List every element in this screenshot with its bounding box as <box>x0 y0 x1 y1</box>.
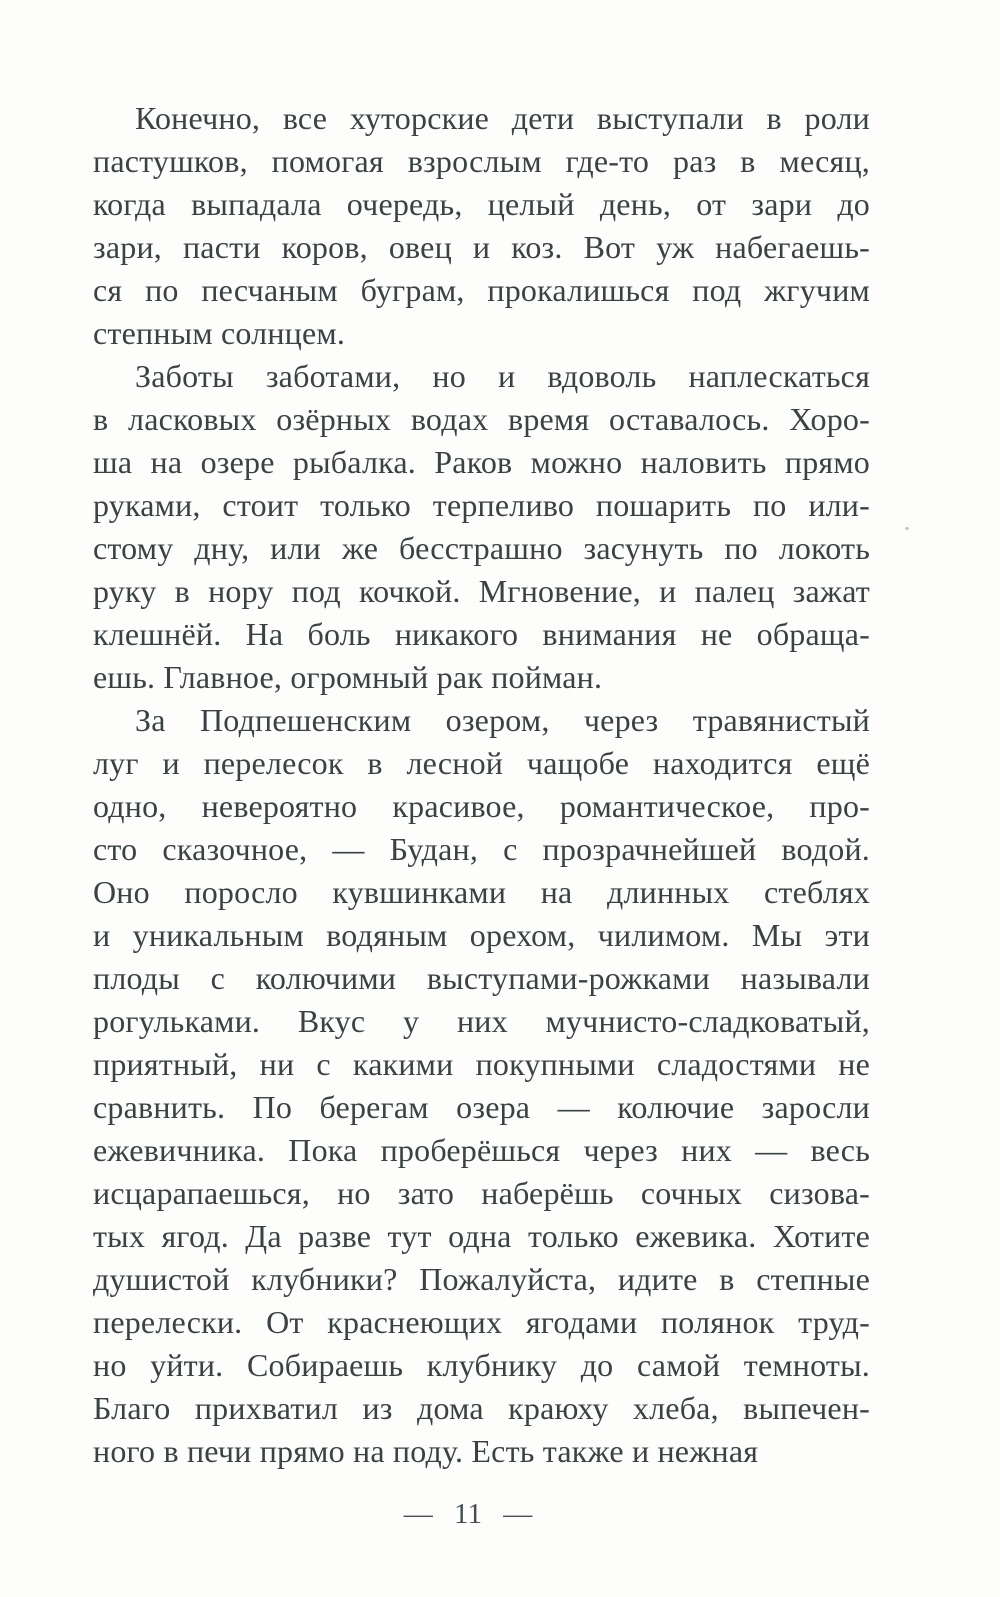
paragraph-1 <box>93 97 870 355</box>
text-line: плоды с колючими выступами-рожками называли <box>93 960 870 996</box>
text-line: сравнить. По берегам озера — колючие заросли <box>93 1089 870 1125</box>
text-line: тых ягод. Да разве тут одна только ежевика. Хотите <box>93 1218 870 1254</box>
text-line: перелески. От краснеющих ягодами полянок труд- <box>93 1304 870 1340</box>
page-number: — 11 — <box>403 1498 533 1530</box>
text-line: руку в нору под кочкой. Мгновение, и палец зажат <box>93 573 870 609</box>
text-line: ежевичника. Пока проберёшься через них — весь <box>93 1132 870 1168</box>
text-line: Конечно, все хуторские дети выступали в роли <box>135 100 870 136</box>
scan-speck-artifact <box>905 527 909 530</box>
text-line: руками, стоит только терпеливо пошарить по или- <box>93 487 870 523</box>
text-line: клешнёй. На боль никакого внимания не обраща- <box>93 616 870 652</box>
text-line: ешь. Главное, огромный рак пойман. <box>93 659 603 695</box>
text-line: ша на озере рыбалка. Раков можно наловить прямо <box>93 444 870 480</box>
text-line: одно, невероятно красивое, романтическое, про- <box>93 788 870 824</box>
text-line: стому дну, или же бесстрашно засунуть по локоть <box>93 530 870 566</box>
text-line: За Подпешенским озером, через травянистый <box>135 702 870 738</box>
text-line: зари, пасти коров, овец и коз. Вот уж набегаешь- <box>93 229 870 265</box>
text-line: ного в печи прямо на поду. Есть также и нежная <box>93 1433 759 1469</box>
text-line: пастушков, помогая взрослым где-то раз в месяц, <box>93 143 870 179</box>
text-line: сто сказочное, — Будан, с прозрачнейшей водой. <box>93 831 870 867</box>
text-line: Заботы заботами, но и вдоволь наплескаться <box>135 358 870 394</box>
text-line: в ласковых озёрных водах время оставалось. Хоро- <box>93 401 870 437</box>
text-block <box>93 97 870 1473</box>
text-line: Оно поросло кувшинками на длинных стеблях <box>93 874 870 910</box>
text-line: когда выпадала очередь, целый день, от зари до <box>93 186 870 222</box>
text-line: луг и перелесок в лесной чащобе находится ещё <box>93 745 870 781</box>
text-line: но уйти. Собираешь клубнику до самой темноты. <box>93 1347 870 1383</box>
paragraph-2 <box>93 355 870 699</box>
text-line: исцарапаешься, но зато наберёшь сочных сизова- <box>93 1175 870 1211</box>
text-line: приятный, ни с какими покупными сладостями не <box>93 1046 870 1082</box>
text-line: Благо прихватил из дома краюху хлеба, выпечен- <box>93 1390 870 1426</box>
text-line: рогульками. Вкус у них мучнисто-сладковатый, <box>93 1003 870 1039</box>
text-line: ся по песчаным буграм, прокалишься под жгучим <box>93 272 870 308</box>
text-line: и уникальным водяным орехом, чилимом. Мы эти <box>93 917 870 953</box>
paragraph-3 <box>93 699 870 1473</box>
text-line: степным солнцем. <box>93 315 346 351</box>
text-line: душистой клубники? Пожалуйста, идите в степные <box>93 1261 870 1297</box>
